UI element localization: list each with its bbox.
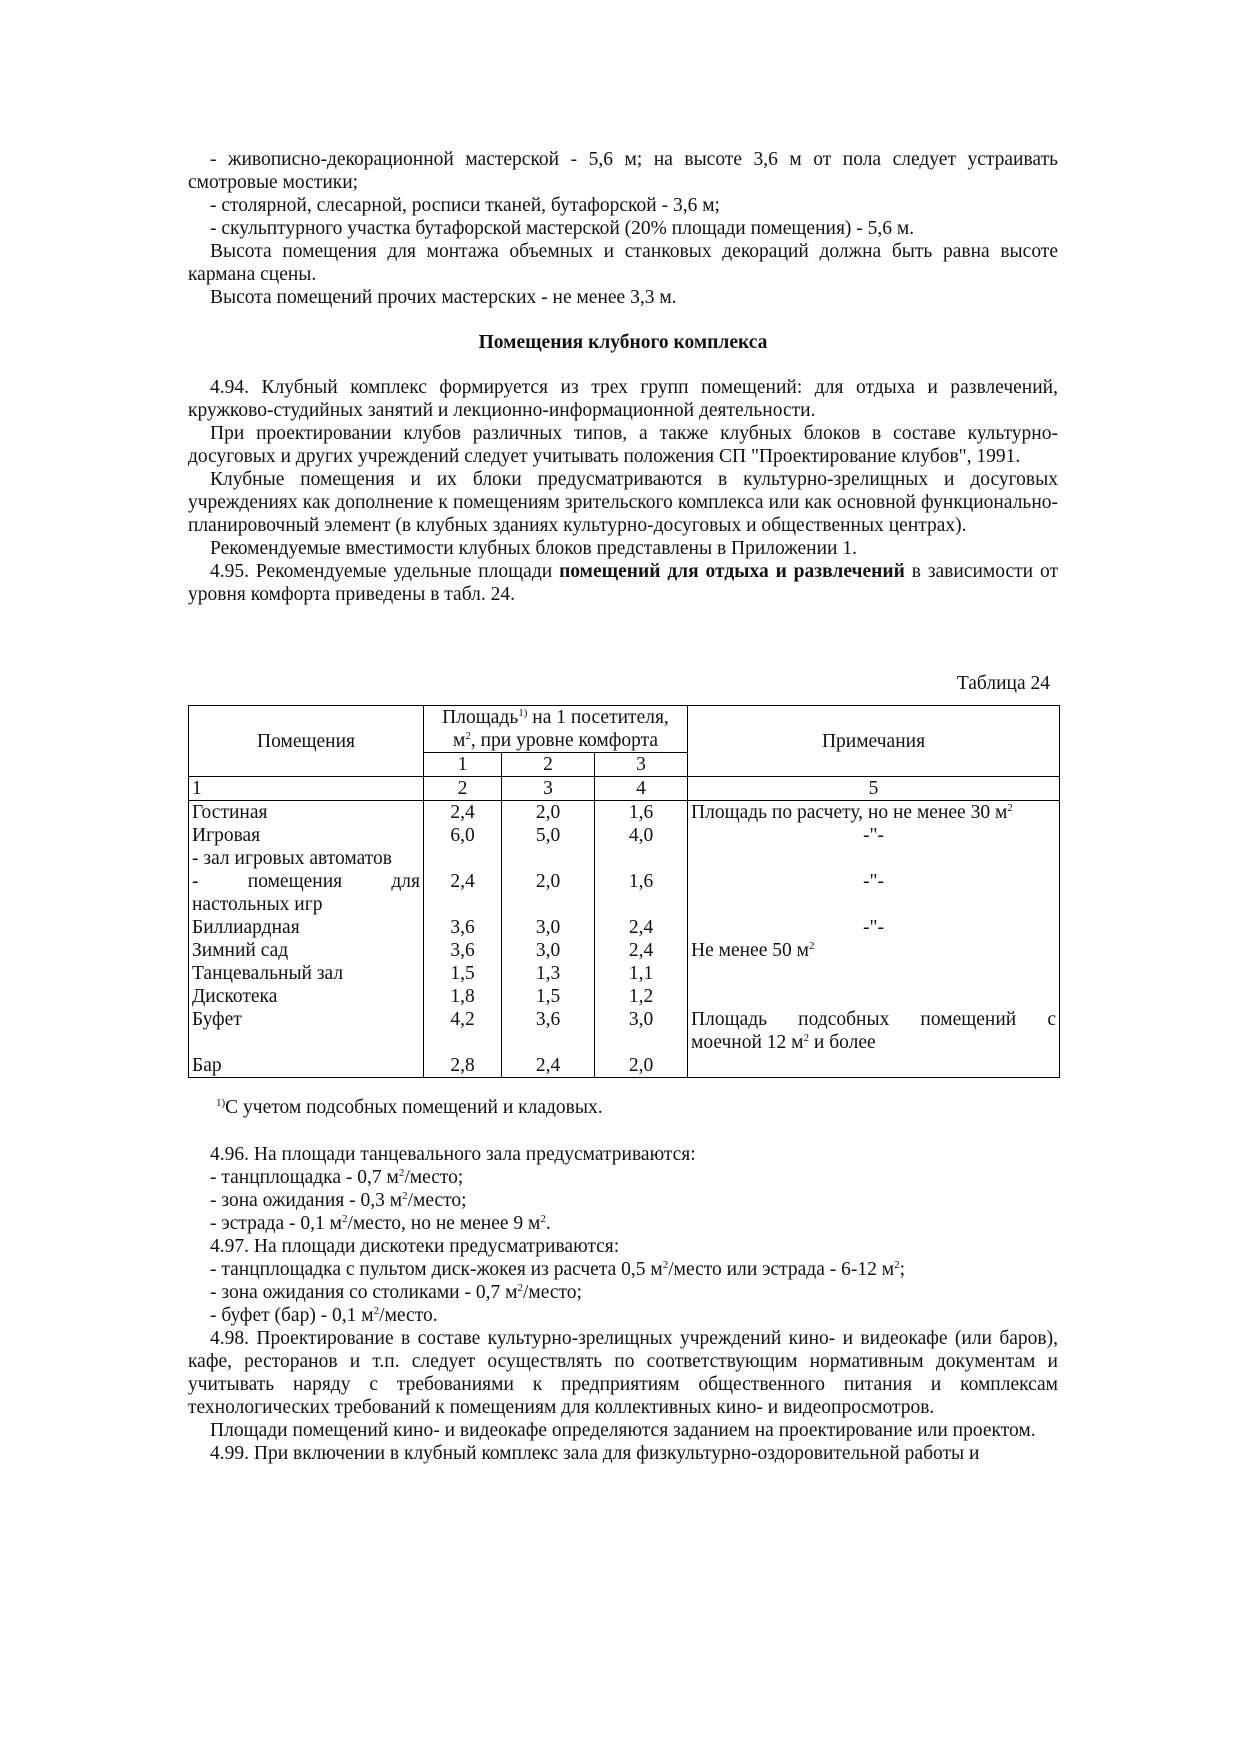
note-cell: Площадь подсобных помещений с моечной 12 $м^2$ и более — [688, 1008, 1060, 1054]
paragraph: 4.96. На площади танцевального зала предусматриваются: — [210, 1144, 696, 1165]
paragraph: 4.98. Проектирование в составе культурно-зрелищных учреждений кино- и видеокафе (или баров), кафе, ресторанов и т.п. следует осуществлять по соответствующим нормативным документам и учитывать наряду с требованиями к предприятиям общественного питания и комплексам технологических требований к помещениям для коллективных кино- и видеопросмотров. — [188, 1328, 1058, 1418]
table-caption: Таблица 24 — [956, 673, 1050, 694]
header-level: 3 — [595, 753, 688, 777]
table-footnote: $^{1)}$С учетом подсобных помещений и кладовых. — [216, 1097, 603, 1118]
table-row: - помещения для настольных игр 2,4 2,0 1,6 -"- — [189, 870, 1060, 916]
header-notes: Примечания — [688, 706, 1060, 777]
paragraph: 4.97. На площади дискотеки предусматриваются: — [210, 1236, 620, 1257]
text-run: 4.95. Рекомендуемые удельные площади — [210, 561, 560, 582]
paragraph: Высота помещения для монтажа объемных и станковых декораций должна быть равна высоте кармана сцены. — [188, 241, 1058, 285]
paragraph: Высота помещений прочих мастерских - не менее 3,3 м. — [210, 287, 677, 308]
list-item: - танцплощадка - 0,7 $м^2$/место; — [210, 1167, 464, 1188]
bold-text: помещений для отдыха и развлечений — [559, 561, 905, 582]
note-cell: Площадь по расчету, но не менее 30 $м^2$ — [688, 801, 1060, 825]
table-row: Гостиная 2,4 2,0 1,6 Площадь по расчету, но не менее 30 $м^2$ — [189, 801, 1060, 825]
section-heading: Помещения клубного комплекса — [478, 332, 768, 353]
note-cell: Не менее 50 $м^2$ — [688, 939, 1060, 962]
column-number: 3 — [502, 777, 595, 801]
paragraph: - живописно-декорационной мастерской - 5,6 м; на высоте 3,6 м от пола следует устраивать смотровые мостики; — [188, 149, 1058, 193]
paragraph: Рекомендуемые вместимости клубных блоков представлены в Приложении 1. — [210, 538, 857, 559]
list-item: - буфет (бар) - 0,1 $м^2$/место. — [210, 1305, 438, 1326]
paragraph — [188, 560, 1058, 606]
paragraph: Площади помещений кино- и видеокафе определяются заданием на проектирование или проектом. — [210, 1420, 1036, 1441]
paragraph: - столярной, слесарной, росписи тканей, бутафорской - 3,6 м; — [210, 195, 720, 216]
header-level: 1 — [424, 753, 502, 777]
table-row: Буфет 4,2 3,6 3,0 Площадь подсобных помещений с моечной 12 $м^2$ и более — [189, 1008, 1060, 1054]
text-run: в зависимости от уровня комфорта приведены в табл. 24. — [188, 561, 1058, 605]
header-level: 2 — [502, 753, 595, 777]
table-row: Танцевальный зал 1,5 1,3 1,1 — [189, 962, 1060, 985]
paragraph: Клубные помещения и их блоки предусматриваются в культурно-зрелищных и досуговых учреждениях как дополнение к помещениям зрительского комплекса или как основной функционально-планировочный элемент (в клубных зданиях культурно-досуговых и общественных центрах). — [188, 469, 1058, 536]
table-row: Дискотека 1,8 1,5 1,2 — [189, 985, 1060, 1008]
document-page — [188, 148, 1058, 1465]
table-row: - зал игровых автоматов — [189, 847, 1060, 870]
list-item: - зона ожидания - 0,3 $м^2$/место; — [210, 1190, 467, 1211]
list-item: - танцплощадка с пультом диск-жокея из расчета 0,5 $м^2$/место или эстрада - 6-12 $м^2$; — [210, 1259, 906, 1280]
paragraph: 4.94. Клубный комплекс формируется из трех групп помещений: для отдыха и развлечений, кружково-студийных занятий и лекционно-информационной деятельности. — [188, 377, 1058, 421]
column-number: 1 — [189, 777, 424, 801]
table-row: Зимний сад 3,6 3,0 2,4 Не менее 50 $м^2$ — [189, 939, 1060, 962]
header-area: Площадь$^{1)}$ на 1 посетителя, $м^2$, при уровне комфорта — [424, 706, 688, 753]
list-item: - эстрада - 0,1 $м^2$/место, но не менее 9 $м^2$. — [210, 1213, 551, 1234]
column-number: 2 — [424, 777, 502, 801]
table-24 — [188, 705, 1060, 1078]
table-row: Бар 2,8 2,4 2,0 — [189, 1054, 1060, 1078]
column-number: 5 — [688, 777, 1060, 801]
table-row: Игровая 6,0 5,0 4,0 -"- — [189, 824, 1060, 847]
paragraph: - скульптурного участка бутафорской мастерской (20% площади помещения) - 5,6 м. — [210, 218, 915, 239]
header-rooms: Помещения — [189, 706, 424, 777]
row-name: - помещения для настольных игр — [189, 870, 424, 916]
table-row: Биллиардная 3,6 3,0 2,4 -"- — [189, 916, 1060, 939]
list-item: - зона ожидания со столиками - 0,7 $м^2$/место; — [210, 1282, 582, 1303]
paragraph: При проектировании клубов различных типов, а также клубных блоков в составе культурно-досуговых и других учреждений следует учитывать положения СП "Проектирование клубов", 1991. — [188, 423, 1058, 467]
paragraph: 4.99. При включении в клубный комплекс зала для физкультурно-оздоровительной работы и — [210, 1443, 980, 1464]
column-number: 4 — [595, 777, 688, 801]
